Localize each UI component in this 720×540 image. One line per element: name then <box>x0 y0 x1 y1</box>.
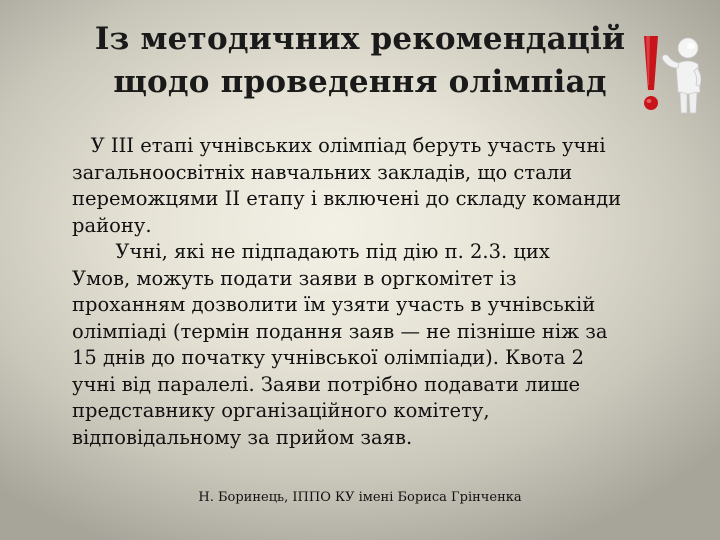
body-line: Учні, які не підпадають під дію п. 2.3. цих <box>72 240 550 263</box>
slide-title <box>70 18 650 104</box>
slide-footer: Н. Боринець, ІППО КУ імені Бориса Грінченка <box>198 490 522 505</box>
body-line: учні від паралелі. Заяви потрібно подавати лише <box>72 372 581 396</box>
body-line: відповідальному за прийом заяв. <box>72 425 413 449</box>
body-text <box>72 133 702 451</box>
body-line: проханням дозволити їм узяти участь в учнівській <box>72 293 596 316</box>
body-line: У ІІІ етапі учнівських олімпіад беруть участь учні <box>72 134 606 157</box>
title-line-2: щодо проведення олімпіад <box>113 64 607 100</box>
body-line: представнику організаційного комітету, <box>72 399 490 422</box>
body-line: району. <box>72 213 152 237</box>
body-line: загальноосвітніх навчальних закладів, що стали <box>72 160 573 184</box>
body-line: Умов, можуть подати заяви в оргкомітет із <box>72 266 517 290</box>
body-line: олімпіаді (термін подання заяв — не пізніше ніж за <box>72 319 608 343</box>
body-line: переможцями ІІ етапу і включені до складу команди <box>72 187 622 210</box>
exclamation-figure-icon <box>636 30 712 116</box>
body-line: 15 днів до початку учнівської олімпіади). Квота 2 <box>72 346 584 369</box>
title-line-1: Із методичних рекомендацій <box>94 21 626 57</box>
